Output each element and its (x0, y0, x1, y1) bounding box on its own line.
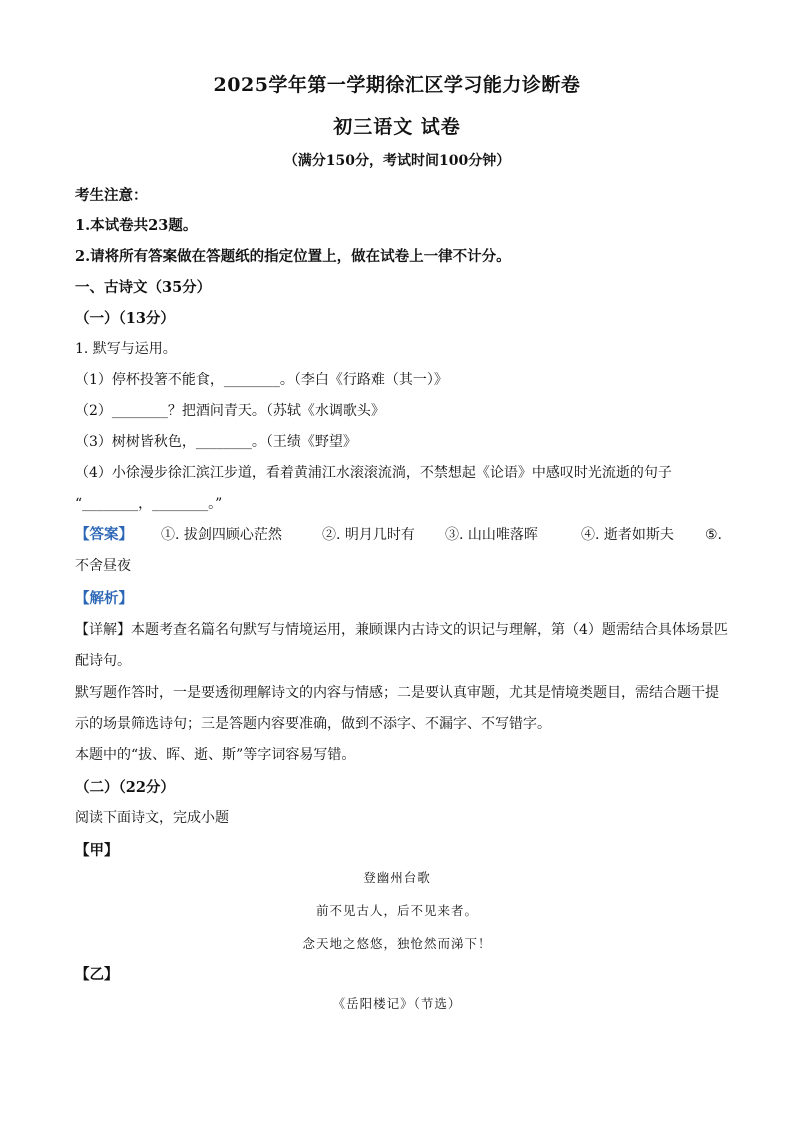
analysis-para2-line1: 默写题作答时，一是要透彻理解诗文的内容与情感；二是要认真审题，尤其是情境类题目，需结合题干提 (75, 685, 719, 701)
jia-label: 【甲】 (75, 842, 119, 859)
analysis-detail-line1 (75, 620, 728, 640)
answer-4: ④. 逝者如斯夫 (581, 527, 674, 543)
question-1-4-line1: （4）小徐漫步徐汇滨江步道，看着黄浦江水滚滚流淌，不禁想起《论语》中感叹时光流逝的句子 (75, 465, 672, 481)
answer-2: ②. 明月几时有 (322, 527, 415, 543)
answer-5-number: ⑤. (705, 527, 723, 543)
poem-line-1: 前不见古人，后不见来者。 (315, 903, 478, 918)
exam-subtitle: 初三语文 试卷 (333, 116, 461, 138)
question-1-2: （2）________？把酒问青天。（苏轼《水调歌头》 (75, 403, 385, 419)
answer-label: 【答案】 (75, 526, 133, 543)
part-2-title: （二）（22分） (75, 779, 175, 796)
poem-title: 登幽州台歌 (363, 870, 431, 885)
question-1-1: （1）停杯投箸不能食，________。（李白《行路难（其一）》 (75, 372, 448, 388)
exam-title: 2025学年第一学期徐汇区学习能力诊断卷 (213, 74, 581, 96)
question-1-4-line2: “________，________。” (75, 496, 223, 512)
analysis-para3: 本题中的“拔、晖、逝、斯”等字词容易写错。 (75, 747, 356, 763)
notice-heading: 考生注意： (75, 187, 148, 204)
question-1-stem: 1. 默写与运用。 (75, 341, 177, 357)
analysis-label: 【解析】 (75, 590, 133, 607)
answer-3: ③. 山山唯落晖 (445, 527, 538, 543)
notice-item-1: 1.本试卷共23题。 (75, 217, 198, 234)
detail-text-1: 本题考查名篇名句默写与情境运用，兼顾课内古诗文的识记与理解，第（4）题需结合具体场景匹 (131, 622, 728, 638)
section-1-title: 一、古诗文（35分） (75, 279, 212, 296)
yi-label: 【乙】 (75, 966, 119, 983)
question-1-3: （3）树树皆秋色，________。（王绩《野望》 (75, 434, 357, 450)
answer-5-text: 不舍昼夜 (75, 558, 131, 574)
score-note: （满分150分，考试时间100分钟） (283, 153, 511, 169)
poem-line-2: 念天地之悠悠，独怆然而涕下！ (302, 936, 492, 951)
analysis-detail-line2: 配诗句。 (75, 653, 131, 669)
yi-title: 《岳阳楼记》（节选） (332, 996, 462, 1011)
reading-intro: 阅读下面诗文，完成小题 (75, 810, 229, 826)
part-1-title: （一）（13分） (75, 310, 175, 327)
detail-label: 【详解】 (75, 622, 131, 638)
notice-item-2: 2.请将所有答案做在答题纸的指定位置上，做在试卷上一律不计分。 (75, 248, 511, 265)
analysis-para2-line2: 示的场景筛选诗句；三是答题内容要准确，做到不添字、不漏字、不写错字。 (75, 716, 551, 732)
answer-row (75, 525, 725, 545)
answer-1: ①. 拔剑四顾心茫然 (161, 527, 282, 543)
